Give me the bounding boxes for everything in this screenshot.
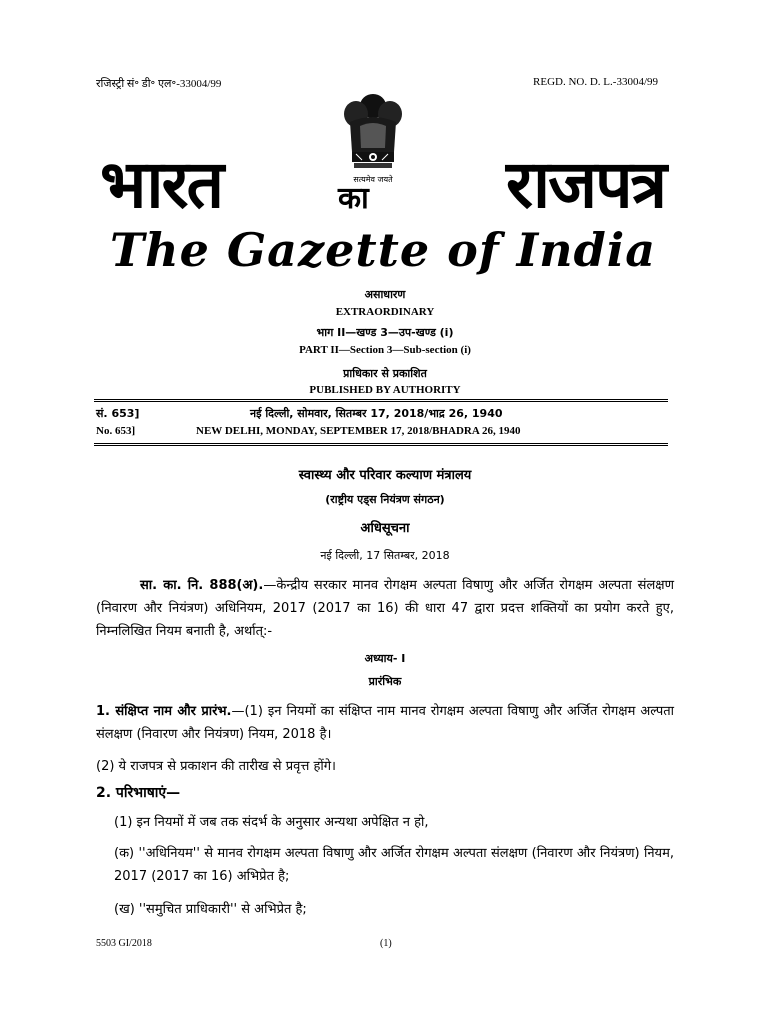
place-date: नई दिल्ली, 17 सितम्बर, 2018 xyxy=(320,549,450,562)
masthead-hindi-bharat: भारत xyxy=(100,146,223,223)
rule-2-subrule-1: (1) इन नियमों में जब तक संदर्भ के अनुसार अन्यथा अपेक्षित न हो, xyxy=(114,815,429,830)
part-hindi: भाग II—खण्ड 3—उप-खण्ड (i) xyxy=(316,326,454,339)
page-number: (1) xyxy=(380,938,392,949)
rule-2-heading: 2. परिभाषाएं— xyxy=(96,785,181,801)
rule-1-subrule-2: (2) ये राजपत्र से प्रकाशन की तारीख से प्रवृत्त होंगे। xyxy=(96,759,336,774)
authority-english: PUBLISHED BY AUTHORITY xyxy=(309,384,461,396)
organisation-name: (राष्ट्रीय एड्स नियंत्रण संगठन) xyxy=(325,493,445,506)
part-english: PART II—Section 3—Sub-section (i) xyxy=(299,344,471,356)
definition-kha: (ख) ''समुचित प्राधिकारी'' से अभिप्रेत है; xyxy=(114,902,307,917)
chapter-title: प्रारंभिक xyxy=(368,675,402,688)
issue-number-english: No. 653] xyxy=(96,425,136,437)
masthead-hindi xyxy=(100,146,665,223)
registration-number-hindi: रजिस्ट्री सं॰ डी॰ एल॰-33004/99 xyxy=(96,78,222,90)
preamble-text: —केन्द्रीय सरकार मानव रोगक्षम अल्पता विषाणु और अर्जित रोगक्षम अल्पता संलक्षण (निवारण और नियंत्रण) अधिनियम, 2017 (2017 का 16) की धारा 47 द्वारा प्रदत्त शक्तियों का प्रयोग करते हुए, निम्नलिखित नियम बनाती है, अर्थात्:- xyxy=(96,578,675,639)
bottom-rule xyxy=(94,443,668,446)
masthead-hindi-ka: का xyxy=(338,181,369,216)
extraordinary-english: EXTRAORDINARY xyxy=(335,306,435,318)
masthead-english: The Gazette of India xyxy=(109,223,657,277)
top-rule xyxy=(94,399,668,402)
authority-hindi: प्राधिकार से प्रकाशित xyxy=(343,367,427,380)
rule-1-text: —(1) इन नियमों का संक्षिप्त नाम मानव रोगक्षम अल्पता विषाणु और अर्जित रोगक्षम अल्पता संलक्षण (निवारण और नियंत्रण) नियम, 2018 है। xyxy=(96,704,675,742)
rule-1-paragraph xyxy=(96,700,674,746)
issue-date-hindi: नई दिल्ली, सोमवार, सितम्बर 17, 2018/भाद्र 26, 1940 xyxy=(250,407,503,420)
masthead-hindi-rajpatra: राजपत्र xyxy=(506,146,665,223)
ministry-name: स्वास्थ्य और परिवार कल्याण मंत्रालय xyxy=(298,468,472,483)
registration-number-english: REGD. NO. D. L.-33004/99 xyxy=(533,76,658,88)
definition-ka: (क) ''अधिनियम'' से मानव रोगक्षम अल्पता विषाणु और अर्जित रोगक्षम अल्पता संलक्षण (निवारण और नियंत्रण) नियम, 2017 (2017 का 16) अभिप्रेत है; xyxy=(114,846,674,884)
rule-1-heading: 1. संक्षिप्त नाम और प्रारंभ. xyxy=(96,704,232,719)
notification-title: अधिसूचना xyxy=(360,521,410,536)
issue-number-hindi: सं. 653] xyxy=(96,407,140,420)
issue-date-english: NEW DELHI, MONDAY, SEPTEMBER 17, 2018/BHADRA 26, 1940 xyxy=(196,425,521,437)
gsr-number: सा. का. नि. 888(अ). xyxy=(140,578,264,593)
preamble-paragraph xyxy=(96,574,674,643)
chapter-number: अध्याय- I xyxy=(364,652,406,665)
print-code: 5503 GI/2018 xyxy=(96,938,152,949)
emblem-motto: सत्यमेव जयते xyxy=(353,175,393,184)
extraordinary-hindi: असाधारण xyxy=(364,288,406,301)
